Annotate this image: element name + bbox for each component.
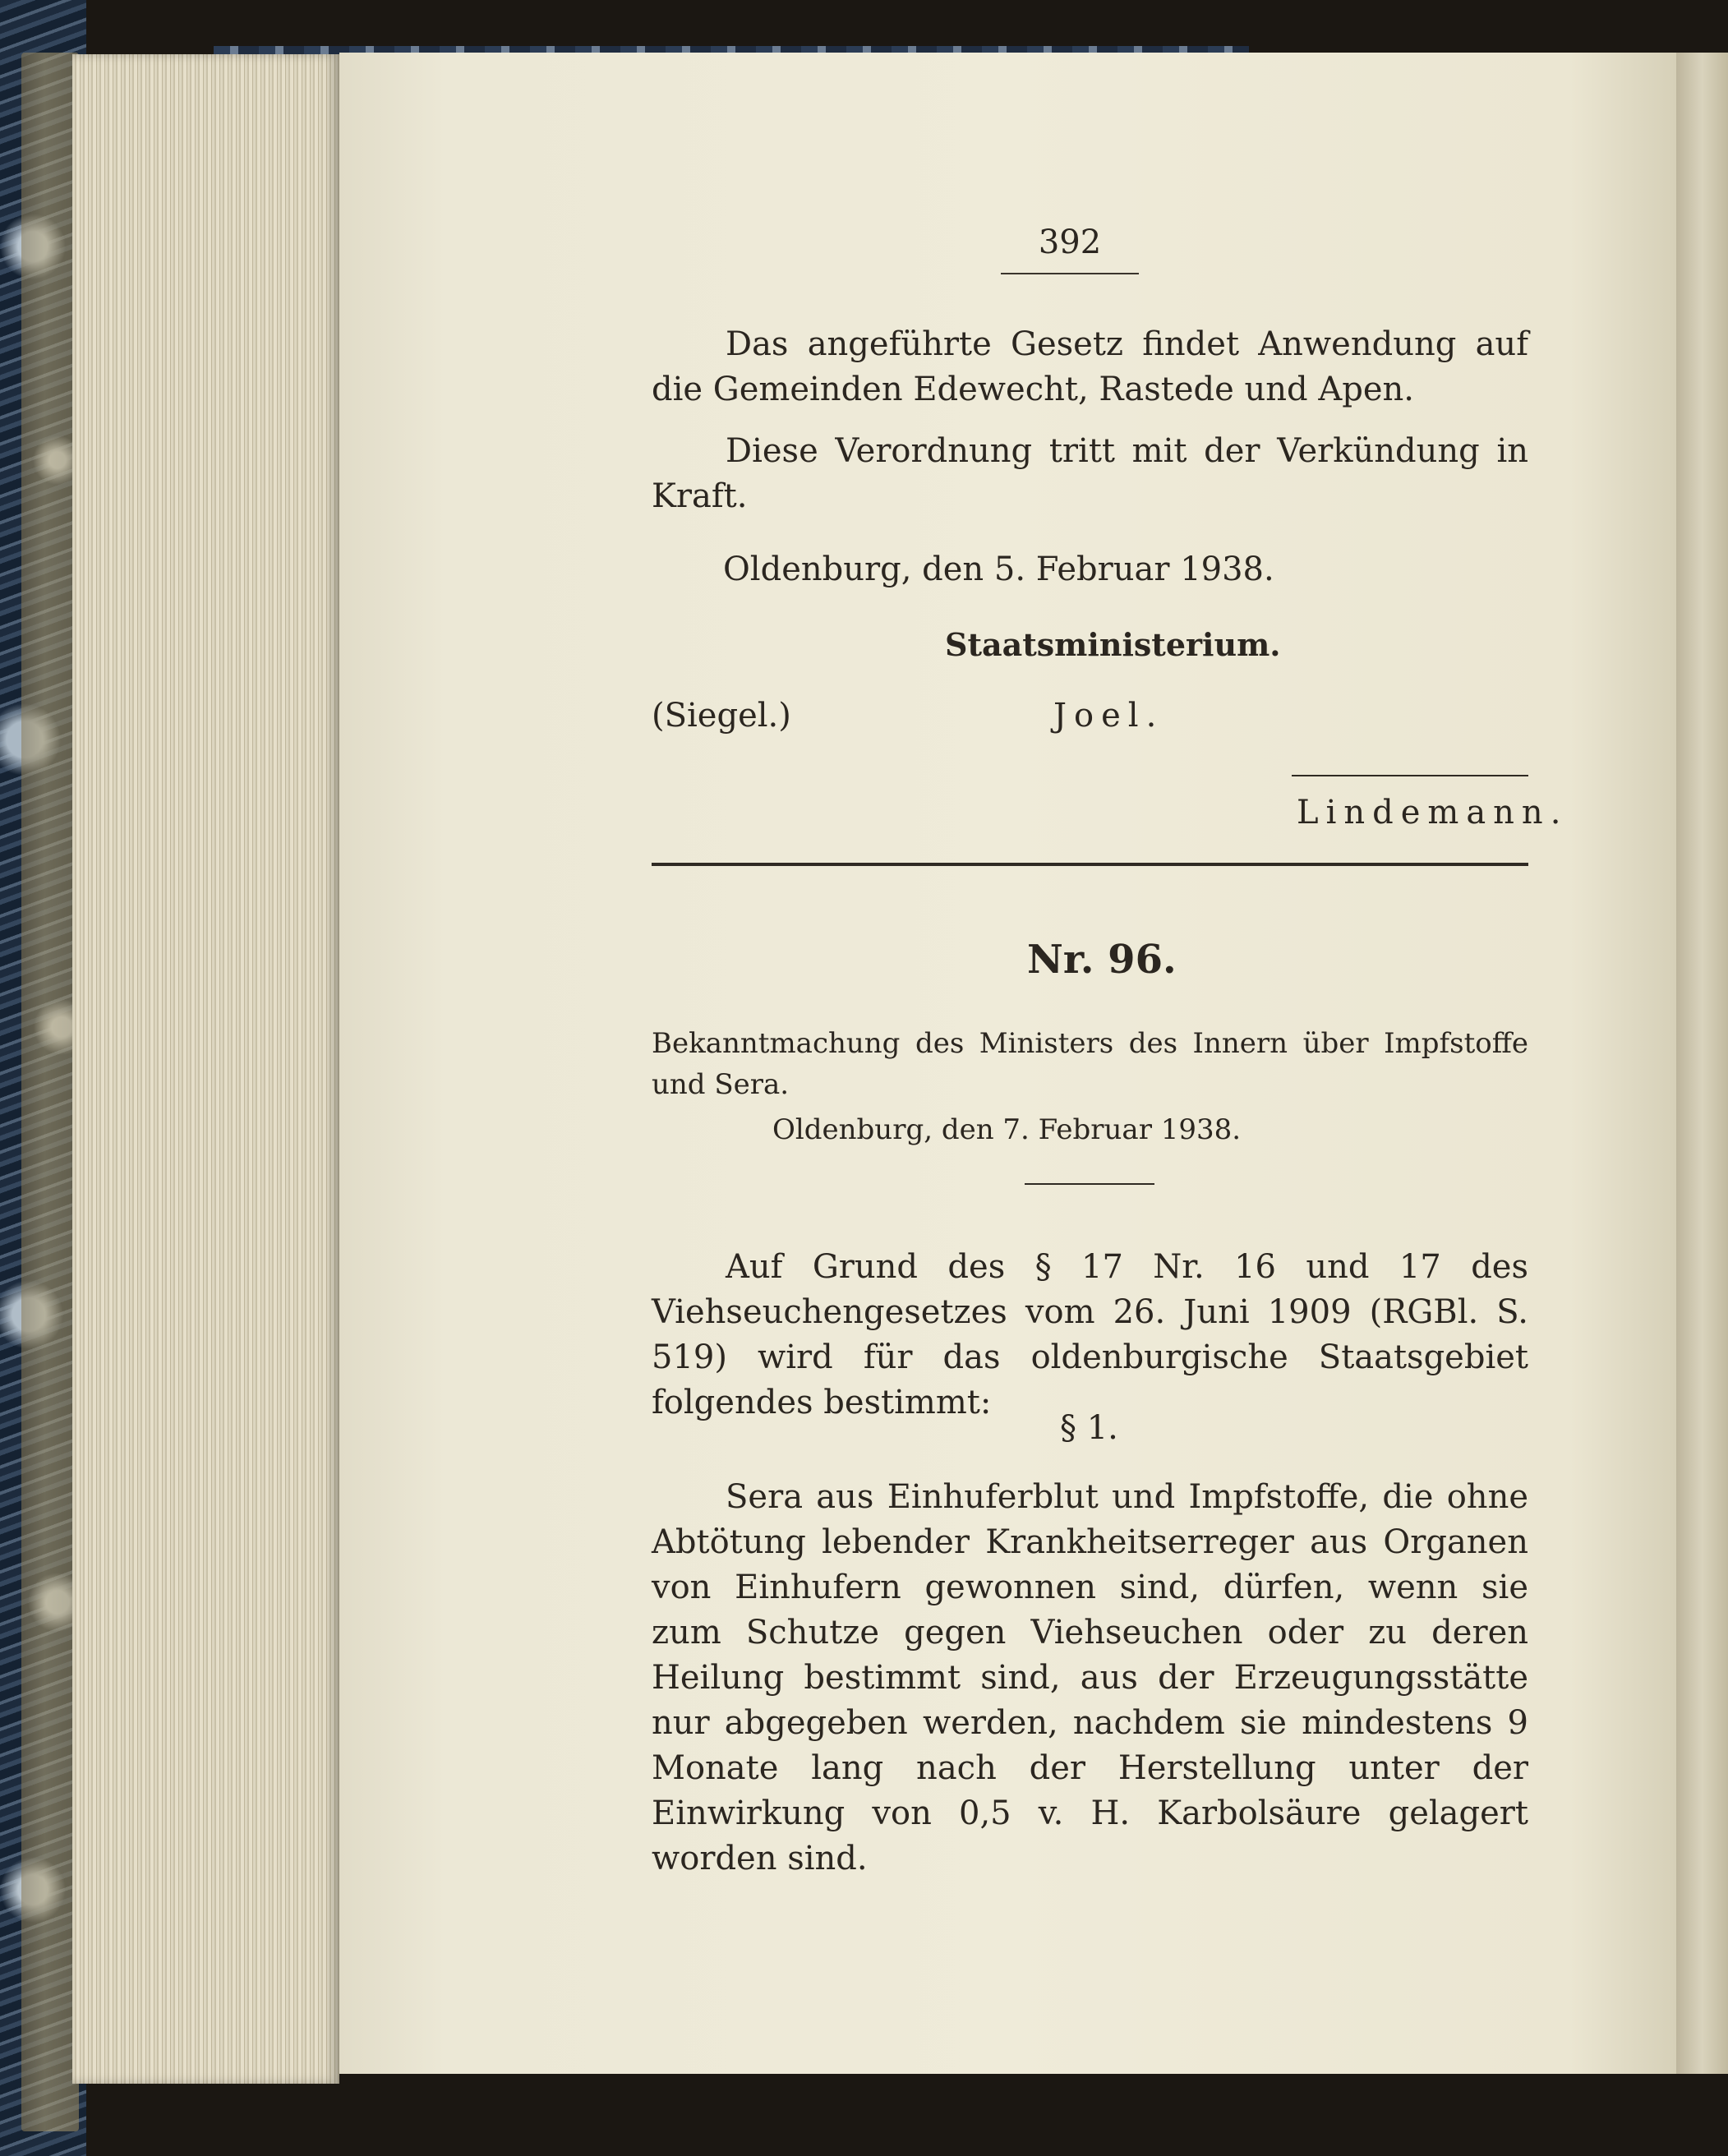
- section-title: Bekanntmachung des Ministers des Innern über Impfstoffe und Sera.: [652, 1027, 1528, 1101]
- signatory-lindemann: Lindemann.: [1297, 794, 1569, 832]
- section-number: Nr. 96.: [1027, 937, 1177, 983]
- paragraph-heading: § 1.: [1060, 1409, 1118, 1447]
- page-number-rule: [1001, 273, 1139, 274]
- place-date-1: Oldenburg, den 5. Februar 1938.: [723, 551, 1274, 588]
- continuation-paragraph-2: Diese Verordnung tritt mit der Verkündung in Kraft.: [652, 432, 1528, 515]
- continuation-paragraph-1: Das angeführte Gesetz findet Anwendung auf die Gemeinden Edewecht, Rastede und Apen.: [652, 325, 1528, 408]
- page-edges: [72, 54, 339, 2084]
- section-divider: [652, 863, 1528, 866]
- next-page-edge: [1676, 53, 1728, 2074]
- page-number: 392: [1038, 223, 1102, 261]
- paragraph-1-text: Sera aus Einhuferblut und Impfstoffe, die ohne Abtötung lebender Krankheitserreger aus Organen von Einhufern gewonnen sind, dürfen, wenn sie zum Schutze gegen Viehseuchen oder zu deren Heilung bestimmt sind, aus der Erzeugungsstätte nur abgegeben werden, nachdem sie mindestens 9 Monate lang nach der Herstellung unter der Einwirkung von 0,5 v. H. Karbolsäure gelagert worden sind.: [652, 1478, 1528, 1877]
- title-rule: [1025, 1183, 1154, 1185]
- seal-note: (Siegel.): [652, 697, 791, 735]
- signature-rule: [1292, 775, 1528, 776]
- signatory-joel: Joel.: [1053, 697, 1164, 735]
- place-date-2: Oldenburg, den 7. Februar 1938.: [772, 1113, 1242, 1146]
- book-spine: [21, 53, 79, 2131]
- authority-heading: Staatsministerium.: [945, 626, 1281, 663]
- intro-paragraph: Auf Grund des § 17 Nr. 16 und 17 des Viehseuchengesetzes vom 26. Juni 1909 (RGBl. S. 519) wird für das oldenburgische Staatsgebiet folgendes bestimmt:: [652, 1248, 1528, 1421]
